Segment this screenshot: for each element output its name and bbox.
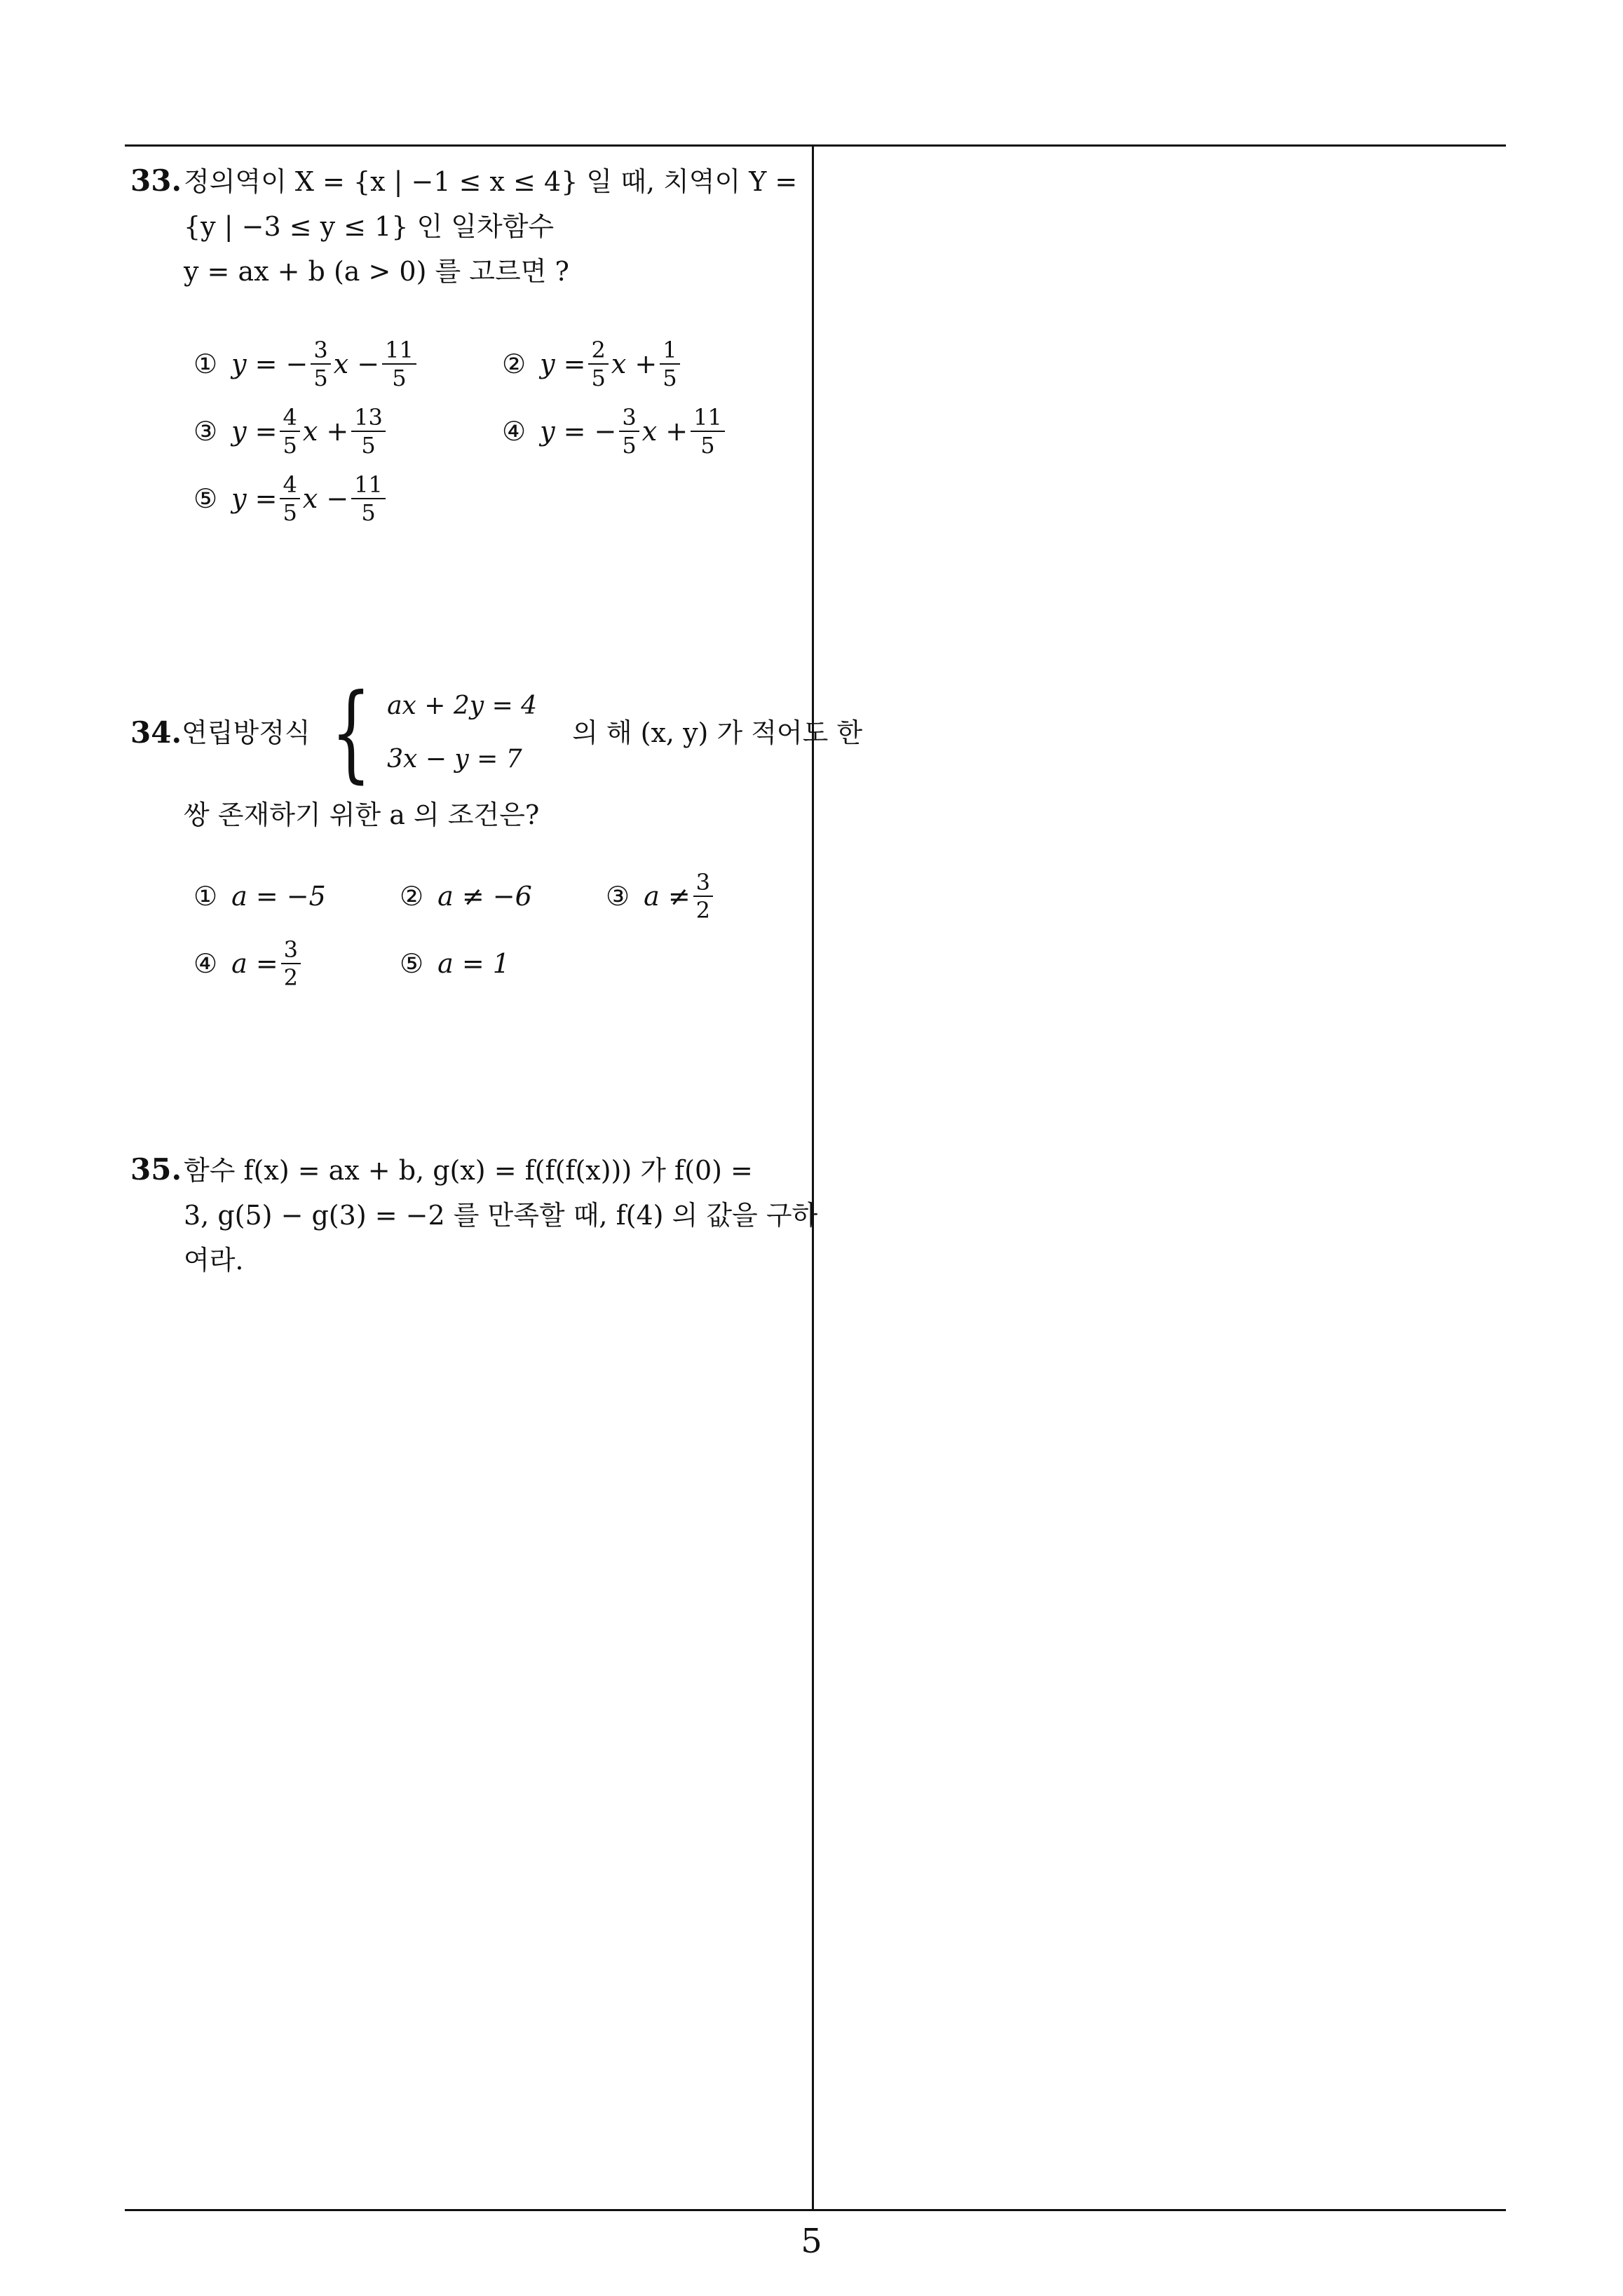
- fraction-denominator: 2: [695, 897, 711, 924]
- choice-mid: x −: [302, 483, 349, 514]
- fraction-denominator: 5: [663, 365, 677, 391]
- choice-mid: x +: [611, 349, 658, 379]
- problem-33-text-1: 정의역이 X = {x | −1 ≤ x ≤ 4} 일 때, 치역이 Y =: [184, 166, 798, 197]
- fraction-denominator: 5: [591, 365, 606, 391]
- choice-5[interactable]: [193, 471, 388, 526]
- fraction-denominator: 5: [392, 365, 407, 391]
- fraction: [691, 404, 725, 459]
- column-divider: [812, 144, 814, 2211]
- fraction: [311, 337, 330, 391]
- fraction-denominator: 5: [361, 432, 376, 459]
- problem-35-text-1: 함수 f(x) = ax + b, g(x) = f(f(f(x))) 가 f(0) =: [184, 1155, 753, 1186]
- problem-34-line-2: 쌍 존재하기 위한 a 의 조건은?: [184, 799, 540, 830]
- top-rule: [125, 144, 1506, 147]
- fraction-denominator: 5: [283, 432, 297, 459]
- choice-prefix: y = −: [540, 416, 617, 447]
- left-brace-icon: {: [330, 672, 371, 794]
- fraction-denominator: 2: [283, 964, 299, 991]
- equation-2: 3x − y = 7: [387, 745, 522, 774]
- choice-marker: ④: [502, 416, 527, 447]
- problem-33-choices: [193, 330, 803, 532]
- choice-row: [193, 465, 803, 532]
- choice-4[interactable]: [502, 404, 728, 459]
- choice-1[interactable]: [193, 874, 400, 919]
- problem-34-line-1: [130, 672, 863, 794]
- page-number: 5: [801, 2222, 822, 2261]
- choice-text: a =: [231, 948, 278, 979]
- fraction-numerator: 1: [660, 337, 679, 365]
- choice-text: a ≠ −6: [437, 881, 532, 912]
- fraction: [660, 337, 679, 391]
- fraction: [382, 337, 416, 391]
- choice-row: [193, 330, 803, 398]
- fraction-numerator: 3: [693, 869, 713, 897]
- choice-marker: ⑤: [193, 483, 218, 514]
- fraction-denominator: 5: [700, 432, 715, 459]
- fraction-denominator: 5: [361, 499, 376, 526]
- fraction: [351, 471, 386, 526]
- problem-35-number: 35.: [130, 1152, 182, 1187]
- problem-34: [130, 672, 863, 997]
- bottom-rule: [125, 2209, 1506, 2211]
- fraction: [280, 404, 299, 459]
- fraction-numerator: 11: [691, 404, 725, 432]
- choice-mid: x −: [333, 349, 380, 379]
- fraction-numerator: 2: [588, 337, 608, 365]
- choice-prefix: y =: [231, 483, 278, 514]
- fraction-numerator: 3: [281, 936, 301, 964]
- choice-row: [193, 863, 803, 930]
- problem-33-number: 33.: [130, 163, 182, 198]
- fraction-numerator: 3: [619, 404, 639, 432]
- equation-1: ax + 2y = 4: [387, 691, 538, 720]
- choice-prefix: y =: [540, 349, 586, 379]
- problem-35-line-1: [130, 1147, 803, 1193]
- fraction-numerator: 3: [311, 337, 330, 365]
- choice-marker: ③: [606, 881, 630, 912]
- problem-34-tail: 의 해 (x, y) 가 적어도 한: [572, 717, 863, 748]
- choice-prefix: y = −: [231, 349, 308, 379]
- fraction: [351, 404, 386, 459]
- fraction-numerator: 4: [280, 404, 299, 432]
- choice-marker: ④: [193, 948, 218, 979]
- choice-row: [193, 398, 803, 465]
- fraction-numerator: 11: [382, 337, 416, 365]
- choice-marker: ⑤: [400, 948, 424, 979]
- choice-mid: x +: [302, 416, 349, 447]
- choice-text: a ≠: [644, 881, 691, 912]
- choice-2[interactable]: [400, 874, 606, 919]
- choice-3[interactable]: [193, 404, 502, 459]
- fraction-denominator: 5: [622, 432, 637, 459]
- problem-33-line-1: [130, 158, 803, 204]
- fraction: [693, 869, 713, 924]
- fraction-denominator: 5: [313, 365, 328, 391]
- fraction-numerator: 13: [351, 404, 386, 432]
- choice-2[interactable]: [502, 337, 683, 391]
- choice-text: a = 1: [437, 948, 510, 979]
- fraction-numerator: 4: [280, 471, 299, 499]
- choice-5[interactable]: [400, 941, 510, 986]
- fraction: [619, 404, 639, 459]
- choice-prefix: y =: [231, 416, 278, 447]
- fraction: [280, 471, 299, 526]
- problem-35: [130, 1147, 818, 1283]
- choice-3[interactable]: [606, 869, 716, 924]
- choice-mid: x +: [641, 416, 688, 447]
- problem-33-line-2: {y | −3 ≤ y ≤ 1} 인 일차함수: [184, 211, 555, 242]
- equation-list: [387, 680, 537, 786]
- fraction: [281, 936, 301, 991]
- choice-marker: ②: [502, 349, 527, 379]
- choice-marker: ①: [193, 349, 218, 379]
- choice-marker: ①: [193, 881, 218, 912]
- choice-1[interactable]: [193, 337, 502, 391]
- choice-4[interactable]: [193, 936, 400, 991]
- problem-35-line-3: 여라.: [184, 1245, 244, 1276]
- fraction-numerator: 11: [351, 471, 386, 499]
- problem-35-line-2: 3, g(5) − g(3) = −2 를 만족할 때, f(4) 의 값을 구하: [184, 1200, 818, 1231]
- fraction-denominator: 5: [283, 499, 297, 526]
- problem-34-lead: 연립방정식: [182, 717, 311, 748]
- choice-row: [193, 930, 803, 997]
- choice-text: a = −5: [231, 881, 326, 912]
- choice-marker: ③: [193, 416, 218, 447]
- fraction: [588, 337, 608, 391]
- problem-34-number: 34.: [130, 715, 182, 750]
- problem-33: [130, 158, 803, 532]
- equation-system: [318, 672, 538, 794]
- problem-33-line-3: y = ax + b (a > 0) 를 고르면 ?: [184, 256, 569, 287]
- choice-marker: ②: [400, 881, 424, 912]
- problem-34-choices: [193, 863, 803, 997]
